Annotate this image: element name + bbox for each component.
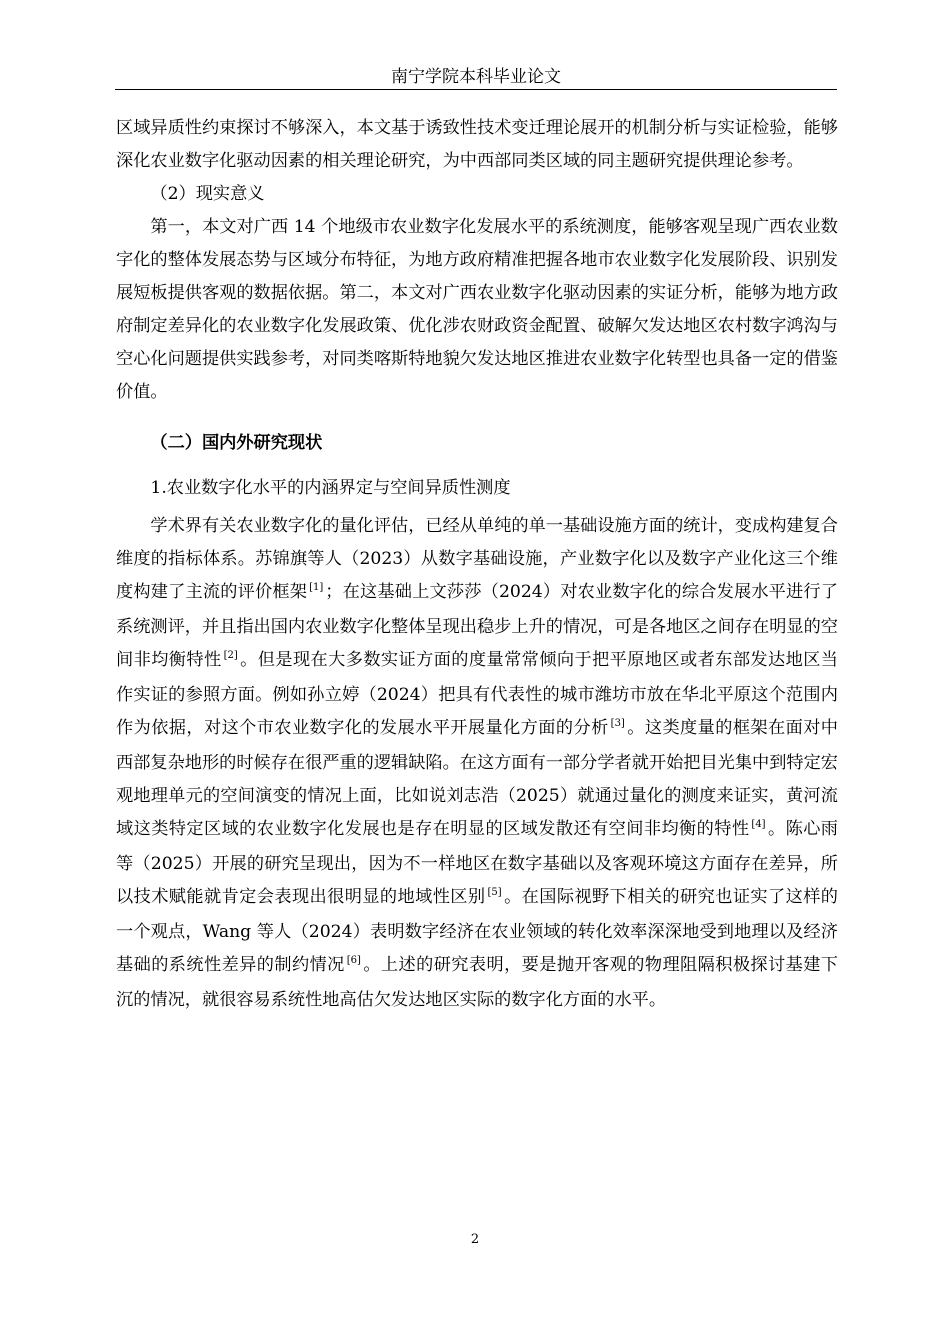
section-heading: （二）国内外研究现状	[150, 433, 323, 453]
text-run: 。在国际视野下相关的研究也证实了这样的一个观点，Wang 等人（2024）表明数字经济在农业领域的转化效率深深地受到地理以及经济基础的系统性差异的制约情况	[116, 887, 838, 975]
citation-6: [6]	[346, 955, 361, 966]
text-run: 。这类度量的框架在面对中西部复杂地形的时候存在很严重的逻辑缺陷。在这方面有一部分学者就开始把目光集中到特定宏观地理单元的空间演变的情况上面，比如说刘志浩（2025）就通过量化的测度来证实，黄河流域这类特定区域的农业数字化发展也是存在明显的区域发散还有空间非均衡的特性	[116, 718, 838, 839]
text-run: ；在这基础上文莎莎（2024）对农业数字化的综合发展水平进行了系统测评，并且指出国内农业数字化整体呈现出稳步上升的情况，可是各地区之间存在明显的空间非均衡特性	[116, 582, 838, 670]
page-number: 2	[470, 1232, 480, 1247]
text-run: 。但是现在大多数实证方面的度量常常倾向于把平原地区或者东部发达地区当作实证的参照方面。例如孙立婷（2024）把具有代表性的城市潍坊市放在华北平原这个范围内作为依据，对这个市农业数字化的发展水平开展量化方面的分析	[116, 650, 838, 738]
practical-significance-label: （2）现实意义	[150, 184, 265, 204]
text-run: 。上述的研究表明，要是抛开客观的物理阻隔积极探讨基建下沉的情况，就很容易系统性地高估欠发达地区实际的数字化方面的水平。	[116, 955, 838, 1010]
subsection-heading: 1.农业数字化水平的内涵界定与空间异质性测度	[150, 478, 511, 498]
paragraph-theoretical-significance-end: 区域异质性约束探讨不够深入，本文基于诱致性技术变迁理论展开的机制分析与实证检验，能够深化农业数字化驱动因素的相关理论研究，为中西部同类区域的同主题研究提供理论参考。	[116, 118, 838, 171]
paragraph-literature-review	[116, 510, 838, 1017]
paragraph-practical-significance: 第一，本文对广西 14 个地级市农业数字化发展水平的系统测度，能够客观呈现广西农业数字化的整体发展态势与区域分布特征，为地方政府精准把握各地市农业数字化发展阶段、识别发展短板提供客观的数据依据。第二，本文对广西农业数字化驱动因素的实证分析，能够为地方政府制定差异化的农业数字化发展政策、优化涉农财政资金配置、破解欠发达地区农村数字鸿沟与空心化问题提供实践参考，对同类喀斯特地貌欠发达地区推进农业数字化转型也具备一定的借鉴价值。	[116, 217, 838, 402]
citation-4: [4]	[751, 819, 766, 830]
citation-5: [5]	[487, 887, 502, 898]
text-run: 学术界有关农业数字化的量化评估，已经从单纯的单一基础设施方面的统计，变成构建复合维度的指标体系。苏锦旗等人（2023）从数字基础设施，产业数字化以及数字产业化这三个维度构建了主流的评价框架	[116, 516, 838, 602]
page-body	[116, 112, 838, 1017]
citation-2: [2]	[223, 650, 238, 661]
text-run: 。陈心雨等（2025）开展的研究呈现出，因为不一样地区在数字基础以及客观环境这方面存在差异，所以技术赋能就肯定会表现出很明显的地域性区别	[116, 819, 838, 907]
header-rule	[115, 89, 837, 90]
citation-1: [1]	[309, 582, 324, 593]
citation-3: [3]	[610, 718, 625, 729]
running-header: 南宁学院本科毕业论文	[391, 67, 561, 87]
